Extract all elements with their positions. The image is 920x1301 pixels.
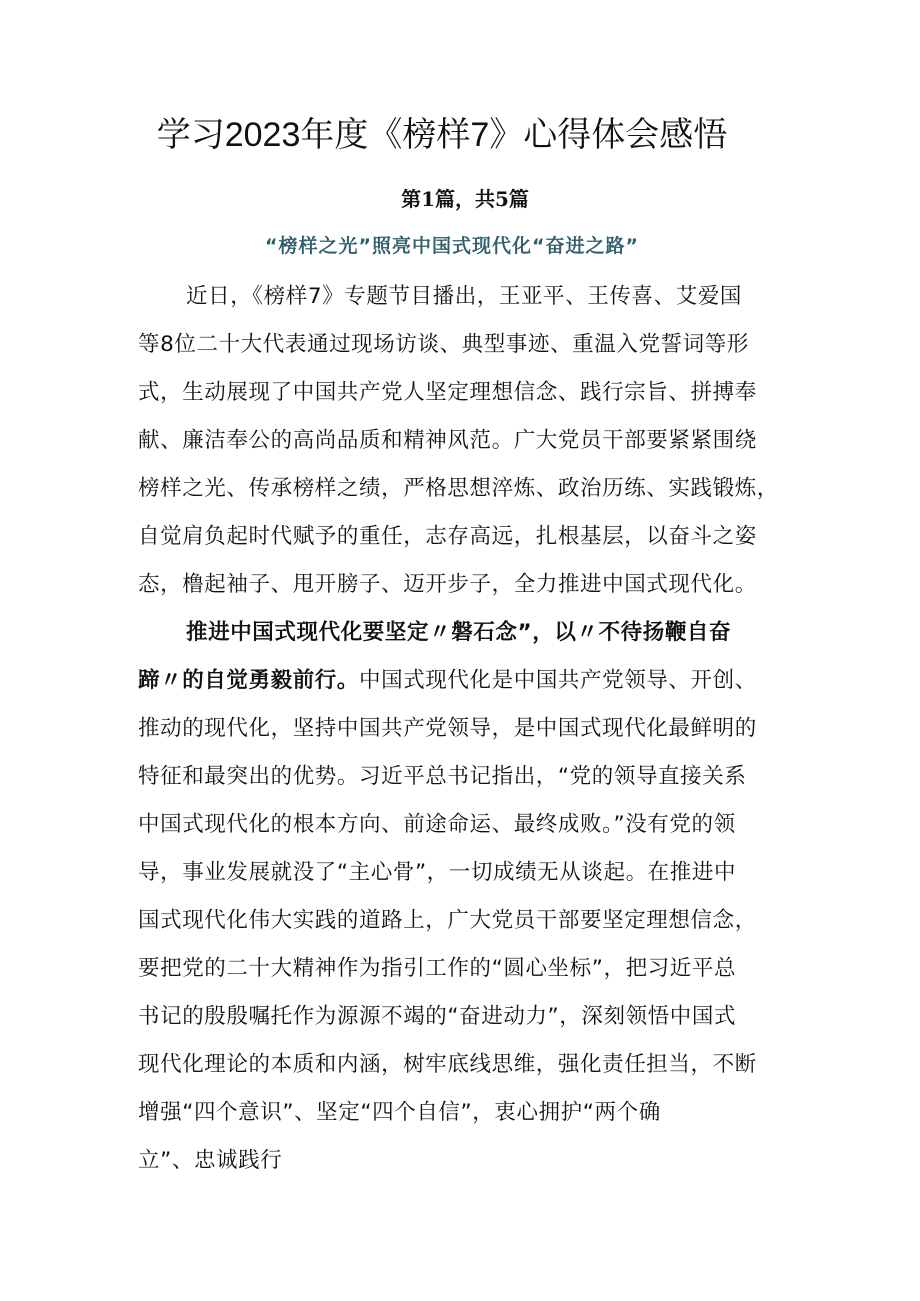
text-segment: 态，橹起袖子、甩开膀子、迈开步子，全力推进中国式现代化。 [138,572,757,597]
text-segment: 要把党的二十大精神作为指引工作的“圆心坐标”，把习近平总 [138,956,737,981]
bold-text: 推进中国式现代化要坚定〃磐石念”，以〃不待扬鞭自奋 [186,620,732,645]
paragraph [138,273,798,609]
section-heading: “榜样之光”照亮中国式现代化“奋进之路” [265,235,639,257]
text-line [138,993,798,1041]
text-line [138,1089,798,1137]
bold-text: 蹄〃的自觉勇毅前行。 [138,668,360,693]
text-line [138,1137,798,1185]
text-segment: 献、廉洁奉公的高尚品质和精神风范。广大党员干部要紧紧围绕 [138,428,757,453]
text-line [138,417,798,465]
text-segment: 中国式现代化是中国共产党领导、开创、 [359,668,757,693]
text-segment: 等8位二十大代表通过现场访谈、典型事迹、重温入党誓词等形 [138,332,749,357]
text-segment: 国式现代化伟大实践的道路上，广大党员干部要坚定理想信念， [138,908,757,933]
text-line [138,801,798,849]
text-segment: 导，事业发展就没了“主心骨”，一切成绩无从谈起。在推进中 [138,860,737,885]
text-segment: 近日，《榜样7》专题节目播出，王亚平、王传喜、艾爱国 [186,284,743,309]
text-segment: 自觉肩负起时代赋予的重任，志存高远，扎根基层，以奋斗之姿 [138,524,757,549]
text-line [138,561,798,609]
text-segment: 中国式现代化的根本方向、前途命运、最终成败。”没有党的领 [138,812,736,837]
text-segment: 书记的殷殷嘱托作为源源不竭的“奋进动力”，深刻领悟中国式 [138,1004,737,1029]
text-segment: 特征和最突出的优势。习近平总书记指出，“党的领导直接关系 [138,764,747,789]
text-segment: 立”、忠诚践行 [138,1148,283,1173]
document-subtitle: 第1篇，共5篇 [401,187,529,211]
text-line [138,609,798,657]
text-line [138,945,798,993]
text-line [138,513,798,561]
text-line [138,849,798,897]
text-segment: 榜样之光、传承榜样之绩，严格思想淬炼、政治历练、实践锻炼， [138,476,779,501]
text-line [138,1041,798,1089]
text-line [138,897,798,945]
text-line [138,705,798,753]
document-title: 学习2023年度《榜样7》心得体会感悟 [156,116,728,154]
text-line [138,657,798,705]
text-line [138,321,798,369]
text-segment: 推动的现代化，坚持中国共产党领导，是中国式现代化最鲜明的 [138,716,757,741]
text-segment: 增强“四个意识”、坚定“四个自信”，衷心拥护“两个确 [138,1100,661,1125]
text-line [138,369,798,417]
text-line [138,465,798,513]
paragraph [138,609,798,1185]
text-segment: 现代化理论的本质和内涵，树牢底线思维，强化责任担当，不断 [138,1052,757,1077]
text-line [138,273,798,321]
text-line [138,753,798,801]
text-segment: 式，生动展现了中国共产党人坚定理想信念、践行宗旨、拼搏奉 [138,380,757,405]
document-body [138,273,798,1185]
